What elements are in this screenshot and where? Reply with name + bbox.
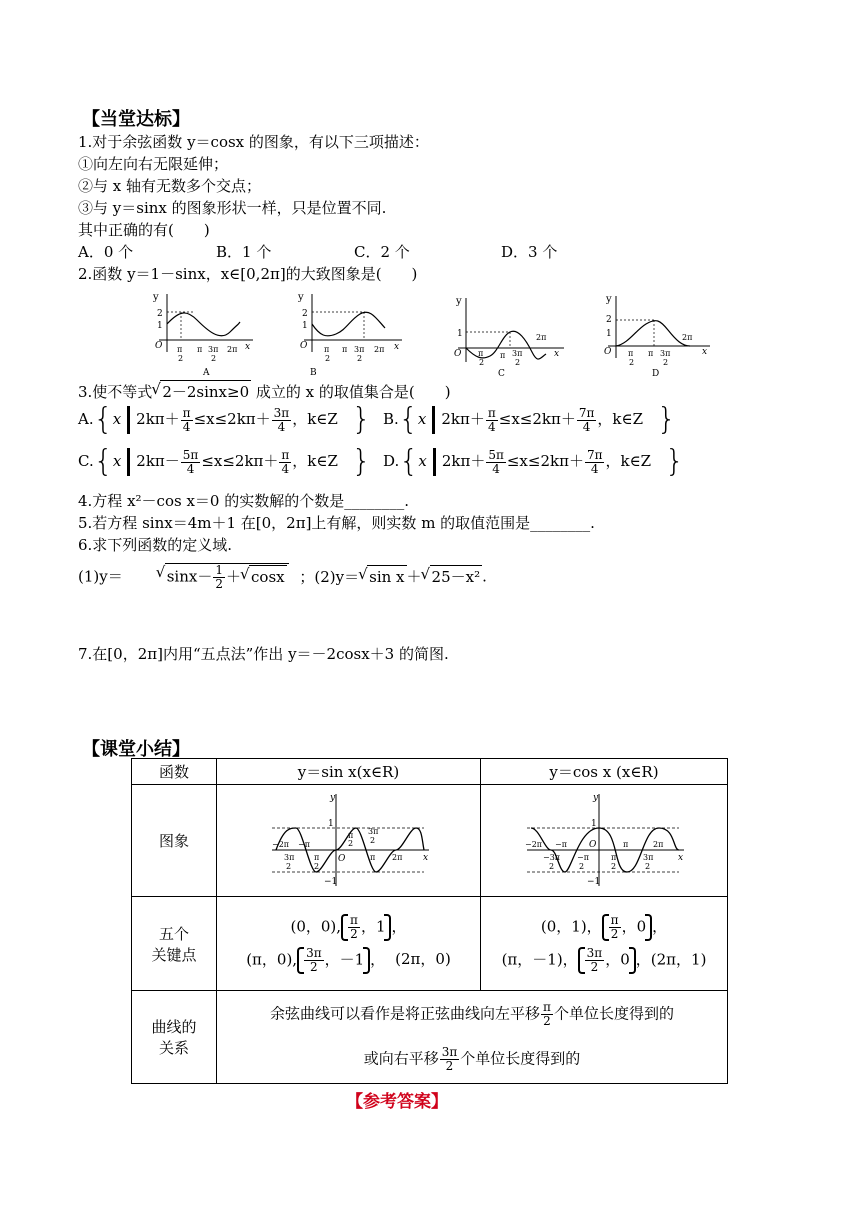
question-1-ask: 其中正确的有( ) — [78, 221, 210, 239]
table-row-graph-label: 图象 — [132, 785, 217, 897]
graph-d-y-label: y — [606, 294, 612, 305]
graph-b-x-2pi: 2π — [374, 345, 385, 354]
graph-a — [145, 290, 255, 380]
question-5: 5.若方程 sinx＝4m＋1 在[0，2π]上有解，则实数 m 的取值范围是________. — [78, 514, 595, 532]
svg-text:π: π — [369, 852, 375, 862]
cos-graph — [519, 790, 689, 888]
table-cell-sin-graph — [217, 785, 481, 897]
graph-c-x-3pi-den: 2 — [515, 358, 521, 367]
section-title-summary: 【课堂小结】 — [82, 739, 190, 760]
question-3-option-a: A.{x 2kπ＋ $\frac{\pi}{4}$ ≤x≤2kπ＋ $\frac{3\pi}{4}$ ，k∈Z } — [78, 402, 371, 437]
graph-a-x-2pi: 2π — [227, 345, 238, 354]
svg-text:−1: −1 — [323, 876, 337, 887]
svg-text:2: 2 — [369, 835, 375, 845]
reference-answer-heading: 【参考答案】 — [346, 1092, 448, 1112]
graph-b-x-label: x — [394, 342, 400, 352]
question-1-statement-2: ②与 x 轴有无数多个交点； — [78, 177, 261, 195]
graph-a-x-3pi-num: 3π — [208, 345, 219, 354]
graph-d-x-pi-num: π — [628, 349, 634, 358]
graph-a-origin: O — [155, 341, 163, 351]
graph-c-x-2pi: 2π — [536, 333, 547, 342]
graph-a-label-1: 1 — [157, 321, 163, 331]
svg-text:−π: −π — [577, 852, 589, 862]
graph-d — [598, 294, 713, 380]
question-6-parts: (1)y＝√ sinx－ $\frac{1}{2}$ ＋√ cosx ；(2)y＝√ sin x ＋√ 25－x² . — [78, 563, 487, 591]
svg-text:π: π — [313, 852, 319, 862]
question-3-option-c: C.{x 2kπ－ $\frac{5\pi}{4}$ ≤x≤2kπ＋ $\frac{\pi}{4}$ ，k∈Z } — [78, 444, 372, 479]
svg-text:O: O — [589, 839, 597, 850]
svg-text:2: 2 — [611, 861, 617, 871]
table-cell-sin-keypoints: (0，0), $\frac{\pi}{2}$ ，1 ， (π，0), $\frac{3\pi}{2}$ ，－1 ， (2π，0) — [217, 897, 481, 991]
question-1-statement-3: ③与 y＝sinx 的图象形状一样，只是位置不同. — [78, 199, 387, 217]
graph-b-x-pi-num: π — [324, 345, 330, 354]
graph-d-x-label: x — [702, 347, 708, 357]
graph-c — [448, 296, 568, 380]
graph-a-y-label: y — [153, 292, 159, 303]
svg-text:2: 2 — [549, 861, 555, 871]
question-1-option-b: B．1 个 — [216, 243, 272, 261]
svg-text:3π: 3π — [283, 852, 294, 862]
question-1-option-d: D．3 个 — [501, 243, 558, 261]
graph-a-x-pi: π — [197, 345, 203, 354]
graph-b-origin: O — [300, 341, 308, 351]
graph-b-x-3pi-num: 3π — [354, 345, 365, 354]
table-row-keypoints-label: 五个 关键点 — [132, 897, 217, 991]
svg-text:O: O — [337, 853, 345, 864]
graph-b-x-3pi-den: 2 — [357, 354, 363, 363]
graph-c-x-pi-den: 2 — [479, 358, 485, 367]
graph-b-caption: B — [310, 368, 317, 378]
graph-d-x-pi: π — [648, 349, 654, 358]
svg-text:3π: 3π — [367, 826, 378, 836]
svg-text:−π: −π — [297, 839, 310, 849]
table-cell-cos-graph — [481, 785, 728, 897]
graph-c-x-3pi-num: 3π — [512, 349, 523, 358]
question-1-option-c: C．2 个 — [354, 243, 410, 261]
svg-text:x: x — [678, 852, 684, 863]
svg-text:π: π — [623, 839, 629, 849]
graph-b-x-pi: π — [342, 345, 348, 354]
question-6-stem: 6.求下列函数的定义域. — [78, 536, 233, 554]
question-3-stem: 3.使不等式√ 2－2sinx≥0 成立的 x 的取值集合是( ) — [78, 380, 451, 403]
graph-b-y-label: y — [298, 292, 304, 303]
graph-d-caption: D — [652, 369, 660, 379]
sin-graph — [264, 790, 434, 888]
graph-d-x-pi-den: 2 — [629, 358, 635, 367]
section-title-exercises: 【当堂达标】 — [82, 109, 190, 130]
svg-text:2: 2 — [645, 861, 651, 871]
graph-b-label-1: 1 — [302, 321, 308, 331]
question-2-stem: 2.函数 y＝1－sinx，x∈[0,2π]的大致图象是( ) — [78, 265, 418, 283]
svg-text:y: y — [329, 792, 335, 803]
graph-d-x-2pi: 2π — [682, 333, 693, 342]
graph-d-label-2: 2 — [606, 315, 612, 325]
svg-text:2π: 2π — [653, 839, 664, 849]
graph-d-label-1: 1 — [606, 329, 612, 339]
svg-text:−π: −π — [555, 839, 567, 849]
graph-b-x-pi-den: 2 — [325, 354, 331, 363]
question-3-option-d: D.{x 2kπ＋ $\frac{5\pi}{4}$ ≤x≤2kπ＋ $\frac{7\pi}{4}$ ，k∈Z } — [383, 444, 685, 479]
svg-text:π: π — [611, 852, 617, 862]
graph-b — [290, 290, 405, 380]
graph-a-x-pi-num: π — [177, 345, 183, 354]
svg-text:−2π: −2π — [271, 839, 289, 849]
graph-a-x-pi-den: 2 — [178, 354, 184, 363]
graph-b-label-2: 2 — [302, 309, 308, 319]
svg-text:−1: −1 — [587, 876, 601, 887]
graph-a-label-2: 2 — [157, 309, 163, 319]
graph-a-x-label: x — [245, 342, 251, 352]
graph-c-label-1: 1 — [457, 329, 463, 339]
svg-text:−3π: −3π — [543, 852, 561, 862]
svg-text:1: 1 — [327, 818, 334, 829]
question-1-statement-1: ①向左向右无限延伸； — [78, 155, 229, 173]
graph-c-origin: O — [454, 349, 462, 359]
svg-text:2: 2 — [285, 861, 291, 871]
svg-text:2: 2 — [579, 861, 585, 871]
table-cell-relation: 余弦曲线可以看作是将正弦曲线向左平移 $\frac{\pi}{2}$ 个单位长度得到的 或向右平移 $\frac{3\pi}{2}$ 个单位长度得到的 — [217, 991, 728, 1084]
question-7: 7.在[0，2π]内用“五点法”作出 y＝－2cosx＋3 的简图. — [78, 645, 449, 663]
svg-text:1: 1 — [591, 818, 597, 829]
svg-text:2: 2 — [313, 861, 319, 871]
svg-text:3π: 3π — [643, 852, 654, 862]
question-3-option-b: B.{x 2kπ＋ $\frac{\pi}{4}$ ≤x≤2kπ＋ $\frac{7\pi}{4}$ ，k∈Z } — [383, 402, 677, 437]
table-row-relation-label: 曲线的 关系 — [132, 991, 217, 1084]
summary-table — [131, 758, 728, 1084]
graph-c-x-label: x — [554, 349, 560, 359]
table-cell-cos-keypoints: (0，1)， $\frac{\pi}{2}$ ，0 ， (π，－1)， $\frac{3\pi}{2}$ ，0 ，(2π，1) — [481, 897, 728, 991]
svg-text:y: y — [593, 792, 599, 803]
graph-c-caption: C — [498, 369, 505, 379]
graph-c-y-label: y — [456, 296, 462, 307]
graph-a-x-3pi-den: 2 — [211, 354, 217, 363]
graph-d-x-3pi-num: 3π — [660, 349, 671, 358]
graph-a-caption: A — [203, 368, 210, 378]
graph-c-x-pi: π — [500, 351, 506, 360]
svg-text:2π: 2π — [391, 852, 402, 862]
table-header-sin: y＝sin x(x∈R) — [217, 759, 481, 785]
graph-c-x-pi-num: π — [478, 349, 484, 358]
question-1-stem: 1.对于余弦函数 y＝cosx 的图象，有以下三项描述： — [78, 133, 429, 151]
question-1-option-a: A．0 个 — [78, 243, 134, 261]
question-4: 4.方程 x²－cos x＝0 的实数解的个数是________. — [78, 492, 409, 510]
table-header-cos: y＝cos x (x∈R) — [481, 759, 728, 785]
svg-text:π: π — [347, 830, 353, 840]
graph-d-x-3pi-den: 2 — [663, 358, 669, 367]
svg-text:x: x — [422, 852, 428, 863]
svg-text:2: 2 — [347, 838, 353, 848]
svg-text:−2π: −2π — [525, 839, 543, 849]
graph-d-origin: O — [604, 347, 612, 357]
table-header-function: 函数 — [132, 759, 217, 785]
